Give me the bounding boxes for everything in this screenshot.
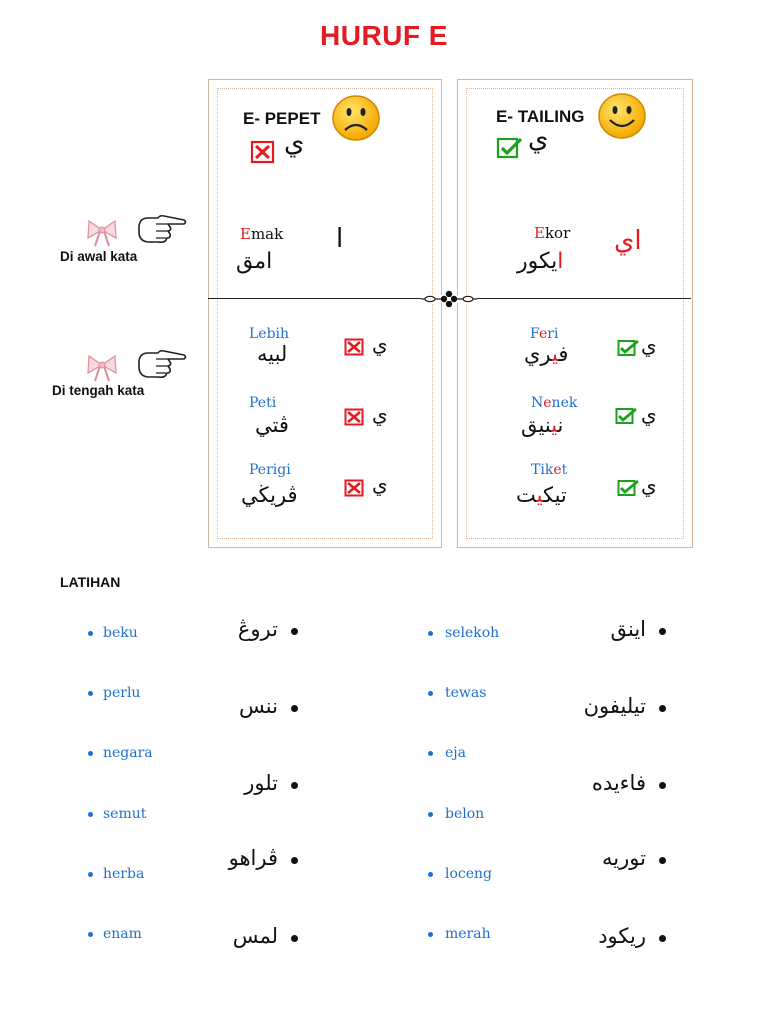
pepet-word-latin: Perigi: [249, 462, 291, 478]
exercise-arabic: توريه: [602, 846, 646, 870]
bow-icon: [86, 218, 118, 248]
exercise-word: semut: [103, 806, 147, 822]
bullet-dot: [659, 628, 666, 635]
pepet-word-letter: ي: [372, 332, 388, 356]
bullet-dot: [659, 705, 666, 712]
tailing-word-latin: Feri: [530, 326, 559, 342]
bullet-dot: [88, 812, 93, 817]
exercise-arabic: فاءيده: [591, 771, 646, 795]
tailing-word-arabic: فيري: [524, 342, 569, 366]
smiley-face-icon: [597, 92, 647, 140]
bullet-dot: [291, 857, 298, 864]
exercise-arabic: تلور: [244, 771, 278, 795]
bullet-dot: [428, 872, 433, 877]
tailing-awal-latin: Ekor: [534, 224, 571, 242]
pointing-hand-icon: [136, 347, 188, 379]
latihan-heading: LATIHAN: [60, 574, 121, 590]
exercise-word: merah: [445, 926, 491, 942]
tailing-word-letter: ي: [641, 333, 657, 357]
pepet-awal-latin: Emak: [240, 225, 284, 243]
bullet-dot: [659, 782, 666, 789]
bow-icon: [86, 353, 118, 383]
exercise-word: loceng: [445, 866, 493, 882]
bullet-dot: [659, 857, 666, 864]
exercise-word: herba: [103, 866, 145, 882]
exercise-word: belon: [445, 806, 485, 822]
pepet-word-letter: ي: [372, 402, 388, 426]
exercise-arabic: ڤراهو: [228, 846, 278, 870]
cross-box-icon: [344, 408, 364, 426]
bullet-dot: [88, 872, 93, 877]
tailing-word-latin: Tiket: [531, 462, 568, 478]
pepet-panel: [208, 79, 442, 548]
exercise-word: selekoh: [445, 625, 500, 641]
pepet-word-latin: Peti: [249, 395, 277, 411]
bullet-dot: [428, 691, 433, 696]
divider-ornament-icon: [421, 289, 477, 309]
tengah-kata-label: Di tengah kata: [52, 383, 145, 398]
bullet-dot: [88, 751, 93, 756]
bullet-dot: [428, 932, 433, 937]
bullet-dot: [428, 751, 433, 756]
bullet-dot: [88, 631, 93, 636]
check-box-icon: [617, 479, 641, 497]
bullet-dot: [291, 628, 298, 635]
cross-box-icon: [344, 479, 364, 497]
awal-kata-label: Di awal kata: [60, 249, 138, 264]
tailing-word-arabic: نينيق: [521, 413, 564, 437]
tailing-awal-letter: اي: [614, 226, 642, 256]
exercise-word: tewas: [445, 685, 487, 701]
pepet-word-letter: ي: [372, 472, 388, 496]
bullet-dot: [291, 935, 298, 942]
exercise-arabic: اينق: [610, 617, 646, 641]
pepet-word-latin: Lebih: [249, 326, 290, 342]
exercise-arabic: ريكود: [598, 924, 646, 948]
exercise-word: negara: [103, 745, 153, 761]
tailing-panel: [457, 79, 693, 548]
tailing-awal-arabic: ايكور: [517, 249, 564, 274]
check-box-icon: [617, 339, 641, 357]
check-box-icon: [496, 136, 524, 160]
bullet-dot: [659, 935, 666, 942]
exercise-arabic: ننس: [239, 694, 278, 718]
exercise-arabic: تروڠ: [237, 617, 278, 641]
tailing-heading-letter: ي: [528, 124, 549, 154]
exercise-arabic: تيليفون: [583, 694, 646, 718]
pepet-word-arabic: لبيه: [257, 342, 288, 366]
pepet-awal-arabic: امق: [236, 249, 273, 274]
bullet-dot: [291, 782, 298, 789]
exercise-word: eja: [445, 745, 466, 761]
tailing-word-latin: Nenek: [531, 395, 578, 411]
pepet-word-arabic: ڤريڬي: [241, 483, 298, 507]
exercise-arabic: لمس: [232, 924, 278, 948]
bullet-dot: [428, 812, 433, 817]
pepet-word-arabic: ڤتي: [255, 413, 289, 437]
bullet-dot: [291, 705, 298, 712]
cross-box-icon: [250, 140, 276, 164]
tailing-word-letter: ي: [641, 402, 657, 426]
pointing-hand-icon: [136, 212, 188, 244]
tailing-heading: E- TAILING: [496, 107, 585, 126]
tailing-word-letter: ي: [641, 473, 657, 497]
bullet-dot: [88, 932, 93, 937]
pepet-heading-letter: ي: [284, 128, 305, 158]
page-title: HURUF E: [320, 20, 448, 51]
pepet-heading: E- PEPET: [243, 109, 321, 128]
check-box-icon: [615, 407, 639, 425]
tailing-word-arabic: تيكيت: [516, 483, 567, 507]
pepet-awal-letter: ا: [336, 224, 344, 254]
exercise-word: beku: [103, 625, 138, 641]
exercise-word: perlu: [103, 685, 141, 701]
bullet-dot: [88, 691, 93, 696]
sad-face-icon: [331, 94, 381, 142]
bullet-dot: [428, 631, 433, 636]
cross-box-icon: [344, 338, 364, 356]
exercise-word: enam: [103, 926, 142, 942]
